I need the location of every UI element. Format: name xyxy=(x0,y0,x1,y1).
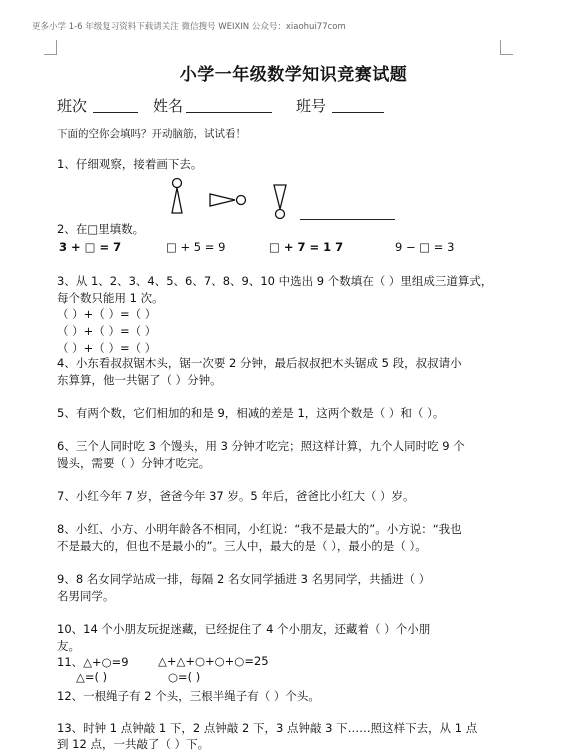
figure-right xyxy=(210,194,246,206)
question-7: 7、小红今年 7 岁，爸爸今年 37 岁。5 年后，爸爸比小红大（ ）岁。 xyxy=(57,489,415,503)
question-8-line-1: 8、小红、小方、小明年龄各不相同，小红说：“我不是最大的”。小方说：“我也 xyxy=(57,522,462,536)
q3-row-3: （ ）+（ ）=（ ） xyxy=(57,341,157,355)
question-12: 12、一根绳子有 2 个头，三根半绳子有（ ）个头。 xyxy=(57,689,320,703)
question-4-line-2: 东算算，他一共锯了（ ）分钟。 xyxy=(57,373,222,387)
question-13-line-2: 到 12 点，一共敲了（ ）下。 xyxy=(57,737,210,751)
name-blank[interactable] xyxy=(186,112,272,113)
number-blank[interactable] xyxy=(332,112,384,113)
crop-mark-right xyxy=(500,40,513,55)
figure-up xyxy=(274,185,286,219)
question-11-answer-2: ○=( ) xyxy=(168,670,201,684)
name-label: 姓名 xyxy=(153,97,184,115)
class-blank[interactable] xyxy=(93,112,138,113)
question-3-line-1: 3、从 1、2、3、4、5、6、7、8、9、10 中选出 9 个数填在（ ）里组成三道算式， xyxy=(57,274,493,288)
question-9-line-2: 名男同学。 xyxy=(57,589,115,603)
question-11-answer-1: △=( ) xyxy=(76,670,108,684)
intro-text: 下面的空你会填吗？开动脑筋，试试看！ xyxy=(57,128,246,140)
question-6-line-2: 馒头，需要（ ）分钟才吃完。 xyxy=(57,456,211,470)
question-2: 2、在□里填数。 xyxy=(57,222,145,236)
question-3-line-2: 每个数只能用 1 次。 xyxy=(57,291,164,305)
crop-mark-left xyxy=(44,40,57,55)
question-4-line-1: 4、小东看叔叔锯木头，锯一次要 2 分钟，最后叔叔把木头锯成 5 段，叔叔请小 xyxy=(57,356,462,370)
q3-row-2: （ ）+（ ）=（ ） xyxy=(57,324,157,338)
question-6-line-1: 6、三个人同时吃 3 个馒头，用 3 分钟才吃完；照这样计算，九个人同时吃 9 个 xyxy=(57,439,465,453)
q3-row-1: （ ）+（ ）=（ ） xyxy=(57,307,157,321)
question-11-eq-1: 11、△+○=9 xyxy=(57,655,129,669)
question-1: 1、仔细观察，接着画下去。 xyxy=(57,157,203,171)
number-label: 班号 xyxy=(296,97,327,115)
q2-eq-4: 9 − □ = 3 xyxy=(395,240,455,254)
class-label: 班次 xyxy=(57,97,88,115)
question-13-line-1: 13、时钟 1 点钟敲 1 下，2 点钟敲 2 下，3 点钟敲 3 下……照这样下去，从 1 点 xyxy=(57,721,478,735)
page-title: 小学一年级数学知识竞赛试题 xyxy=(179,65,408,85)
question-10-line-1: 10、14 个小朋友玩捉迷藏，已经捉住了 4 个小朋友，还藏着（ ）个小朋 xyxy=(57,622,431,636)
figure-down xyxy=(172,179,182,214)
q1-answer-blank[interactable] xyxy=(300,219,395,220)
question-10-line-2: 友。 xyxy=(57,639,80,653)
question-9-line-1: 9、8 名女同学站成一排，每隔 2 名女同学插进 3 名男同学，共插进（ ） xyxy=(57,572,431,586)
question-11-eq-2: △+△+○+○+○=25 xyxy=(158,654,269,668)
q2-eq-1: 3 + □ = 7 xyxy=(59,240,122,254)
q2-eq-2: □ + 5 = 9 xyxy=(166,240,226,254)
page-header-note: 更多小学 1-6 年级复习资料下载请关注 微信搜号 WEIXIN 公众号：xiaohui77com xyxy=(32,22,346,32)
q2-eq-3: □ + 7 = 1 7 xyxy=(269,240,344,254)
pattern-figures xyxy=(165,176,305,220)
question-8-line-2: 不是最大的，但也不是最小的”。三人中，最大的是（ ），最小的是（ ）。 xyxy=(57,539,427,553)
question-5: 5、有两个数，它们相加的和是 9，相减的差是 1，这两个数是（ ）和（ ）。 xyxy=(57,406,445,420)
